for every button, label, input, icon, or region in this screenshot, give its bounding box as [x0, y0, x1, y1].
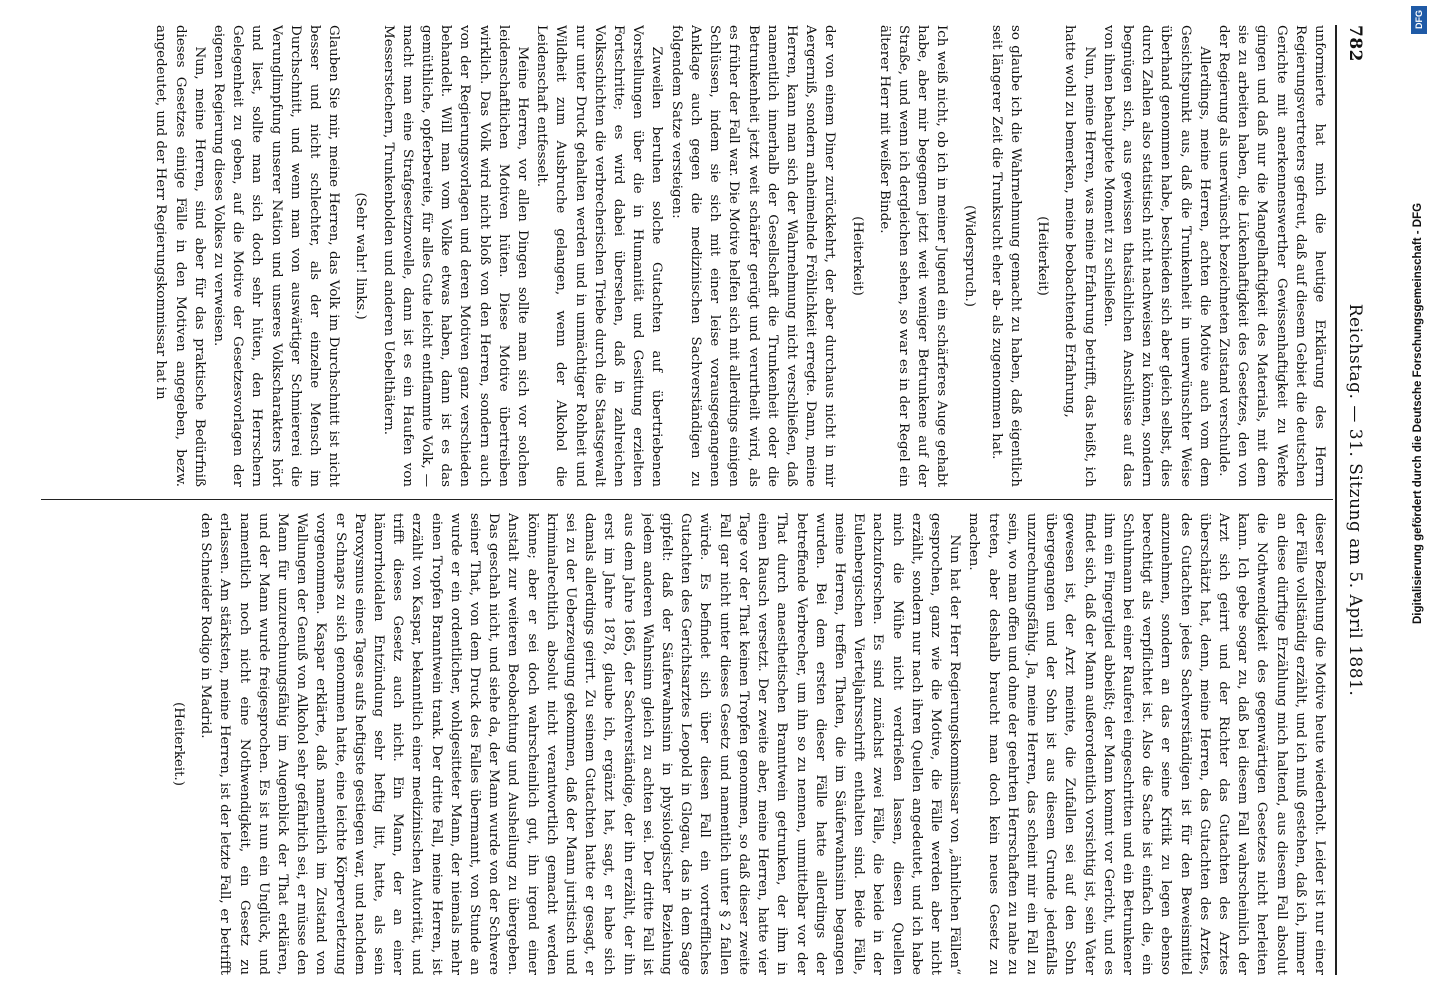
header-rule — [1335, 25, 1337, 975]
page-header — [1335, 25, 1365, 975]
dfg-credit-text: Digitalisierung gefördert durch die Deutsche Forschungsgemeinschaft - DFG — [1412, 202, 1424, 624]
paragraph: Glauben Sie mir, meine Herren, das Volk im Durchschnitt ist nicht besser und nicht schlechter, als der einzelne Mensch im Durchschnitt, und wenn man von auswärtiger Schmiererei die Verunglimpfung unserer Nation und unseres Volkscharakters hört und liest, sollte man sich doch sehr hüten, den Herrschern Gelegenheit zu geben, auf die Motive der Gesetzesvorlagen der eigenen Regierung dieses Volkes zu verweisen. — [211, 25, 342, 487]
running-title: Reichstag. — 31. Sitzung am 5. April 1881. — [1345, 303, 1365, 697]
stage-direction: (Heiterkeit.) — [171, 702, 187, 786]
stage-direction: (Heiterkeit) — [849, 216, 865, 296]
paragraph: Nun, meine Herren, sind aber für das praktische Bedürfniß dieses Gesetzes einige Fälle in den Motiven angegeben, bezw. angedeutet, und der Herr Regierungskommissar hat in — [153, 25, 207, 487]
left-column — [45, 25, 1329, 487]
dfg-footer — [1408, 4, 1430, 996]
paragraph: Zuweilen beruhen solche Gutachten auf übertriebenen Vorstellungen über die in Humanität und Gesittung erzielten Fortschritte; es wird dabei übersehen, daß in zahlreichen Volksschichten die verbrecherischen Triebe durch die Staatsgewalt nur unter Druck gehalten werden und in unmächtiger Rohheit und Wildheit zum Ausbruche gelangen, wenn der Alkohol die Leidenschaft entfesselt. — [534, 25, 665, 487]
stage-direction: (Heiterkeit) — [1035, 216, 1051, 296]
paragraph: Nun hat der Herr Regierungskommissar von „ähnlichen Fällen“ gesprochen, ganz wie die Motive, die Fälle werden aber nicht erzählt, sondern nur nach ihren Quellen angedeutet, und ich habe mich die Mühe nicht verdrießen lassen, diesen Quellen nachzuforschen. Es sind zunächst zwei Fälle, die beide in der Eulenbergischen Vierteljahrsschrift enthalten sind. Beide Fälle, meine Herren, treffen Thaten, die im Säuferwahnsinn begangen wurden. Bei dem ersten dieser Fälle hatte allerdings der betreffende Verbrecher, um ihn so zu nennen, unmittelbar vor der That durch anaesthetischen Branntwein getrunken, der ihm in einen Rausch versetzt. Der zweite aber, meine Herren, hatte vier Tage vor der That keinen Tropfen genommen, so daß dieser zweite Fall gar nicht unter dieses Gesetz und namentlich unter § 2 fallen würde. Es befindet sich über diesen Fall ein vortreffliches Gutachten des Gerichtsarztes Leopold in Glogau, das in dem Sage gipfelt: daß der Säuferwahnsinn in physiologischer Beziehung jedem anderen Wahnsinn gleich zu achten sei. Der dritte Fall ist aus dem Jahre 1865, der Sachverständige, der ihn erzählt, der ihn erst im Jahre 1878, glaube ich, ergänzt hat, sagt, er habe sich damals allerdings geirrt. Zu seinem Gutachten hatte er gesagt, er sei zu der Ueberzeugung gekommen, daß der Mann juristisch und kriminalrechtlich absolut nicht verantwortlich gemacht werden könne; aber er sei doch wahrscheinlich gut, ihn irgend einer Anstalt zur weiteren Beobachtung und Ausheilung zu übergeben. Das geschah nicht, und siehe da, der Mann wurde von der Schwere seiner That, von dem Druck des Falles übermannt, von Stunde an wurde er ein ordentlicher, wohlgesitteter Mann, der niemals mehr einen Tropfen Branntwein trank. Der dritte Fall, meine Herren, ist erzählt von Kaspar, bekanntlich einer medizinischen Autorität, und trifft dieses Gesetz auch nicht. Ein Mann, der an einer hämorrhoidalen Entzündung sehr heftig litt, hatte, als sein Paroxysmus eines Tages aufs heftigste gestiegen war, und nachdem er Schnaps zu sich genommen hatte, eine leichte Körperverletzung vorgenommen. Kaspar erklärte, daß namentlich im Zustand von Wallungen der Genuß von Alkohol sehr gefährlich sei, er müsse den Mann für unzurechnungsfähig im Augenblick der That erklären, und der Mann wurde freigesprochen. Es ist nun ein Unglück, und namentlich noch nicht eine Nothwendigkeit, ein Gesetz zu erlassen. Am stärksten, meine Herren, ist der letzte Fall, er betrifft den Schneider Rodigo in Madrid. — [198, 513, 963, 975]
paragraph: unformierte hat mich die heutige Erklärung des Herrn Regierungsvertreters gefreut, daß auf diesem Gebiet die deutschen Gerichte mit anerkennenswerther Gewissenhaftigkeit zu Werke gingen und daß nur die Mangelhaftigkeit des Materials, mit dem sie zu arbeiten haben, die Lückenhaftigkeit des Gesetzes, den von der Regierung als unerwünscht bezeichneten Zustand verschulde. — [1215, 25, 1327, 487]
paragraph: so glaube ich die Wahrnehmung gemacht zu haben, daß eigentlich seit längerer Zeit die Trunksucht eher ab- als zugenommen hat. — [988, 25, 1023, 487]
paragraph: Nun, meine Herren, was meine Erfahrung betrifft, das heißt, ich hatte wohl zu bemerken, meine beobachtende Erfahrung, — [1062, 25, 1097, 487]
paragraph: Allerdings, meine Herren, achten die Motive auch vom dem Gesichtspunkt aus, daß die Trunkenheit in unerwünschter Weise überhand genommen habe, beschieden sich aber gleich selbst, dies durch Zahlen also statistisch nicht nachweisen zu können, sondern begnügen sich, aus gewissen thatsächlichen Anschlüsse auf das von ihnen behauptete Moment zu schließen. — [1100, 25, 1212, 487]
page-number: 782 — [1345, 25, 1365, 62]
paragraph: dieser Beziehung die Motive heute wiederholt. Leider ist nur einer der Fälle vollständig erzählt, und ich muß gestehen, daß ich, immer an diese dürftige Erzählung mich haltend, aus diesem Fall absolut die Nothwendigkeit des gegenwärtigen Gesetzes nicht herleiten kann. Ich gebe sogar zu, daß bei diesem Fall wahrscheinlich der Arzt sich geirrt und der Richter das Gutachten des Arztes überschätzt hat, denn, meine Herren, das Gutachten des Arztes, des Gutachten jedes Sachverständigen ist für den Beweismittel anzunehmen, sondern an das er seine Kritik zu legen ebenso berechtigt als verpflichtet ist. Also die Sache ist einfach die, ein Schuhmann bei einer Rauferei eingeschritten und ein Betrunkener ihm ein Fingerglied abbeißt; der Mann kommt vor Gericht, und es findet sich, daß der Mann außerordentlich vorsichtig ist, sein Vater gewesen ist, der Arzt meinte, die Zufallen sei auf den Sohn übergegangen und der Sohn ist aus diesem Grunde jedenfalls unzurechnungsfähig. Ja, meine Herren, das scheint mir ein Fall zu sein, wo man offen und ohne der geehrten Herrschaften zu nahe zu treten, aber deshalb braucht man doch kein neues Gesetz zu machen. — [966, 513, 1327, 975]
right-column — [45, 513, 1329, 975]
stage-direction: (Sehr wahr! links.) — [353, 192, 369, 320]
column-divider — [41, 499, 1333, 500]
dfg-logo: DFG — [1411, 6, 1427, 34]
paragraph: Meine Herren, vor allen Dingen sollte man sich vor solchen leidenschaftlichen Motiven hüten. Diese Motive übertreiben wirklich. Das Volk wird nicht bloß von den Herren, sondern auch von der Regierungsvorlagen und deren Motiven ganz verschieden behandelt. Will man vom Volke etwas haben, dann ist es das gemüthliche, opferbereite, für alles Gute leicht entflammte Volk, — macht man eine Strafgesetznovelle, dann ist es ein Haufen von Messerstechern, Trunkenbolden und anderen Uebelthätern. — [380, 25, 531, 487]
paragraph: Ich weiß nicht, ob ich in meiner Jugend ein schärferes Auge gehabt habe, aber mir begegnen jetzt weit weniger Betrunkene auf der Straße, und wenn ich dergleichen sehen, so war es in der Regel ein älterer Herr mit weißer Binde. — [876, 25, 950, 487]
paragraph: der von einem Diner zurückkehrt, der aber durchaus nicht in mir Aergerniß, sondern anheimelnde Fröhlichkeit erregte. Dann, meine Herren, kann man sich der Wahrnehmung nicht verschließen, daß namentlich innerhalb der Gesellschaft die Trunkenheit oder die Betrunkenheit jetzt weit schärfer gerügt und verurtheilt wird, als es früher der Fall war. Die Motive helfen sich mit allerdings einigen Schlüssen, indem sie sich mit einer leise vorausgegangenen Anklage auch gegen die medizinischen Sachverständigen zu folgendem Satze versteigen: — [668, 25, 838, 487]
stage-direction: (Widerspruch.) — [961, 204, 977, 307]
scanned-page — [5, 5, 1395, 995]
